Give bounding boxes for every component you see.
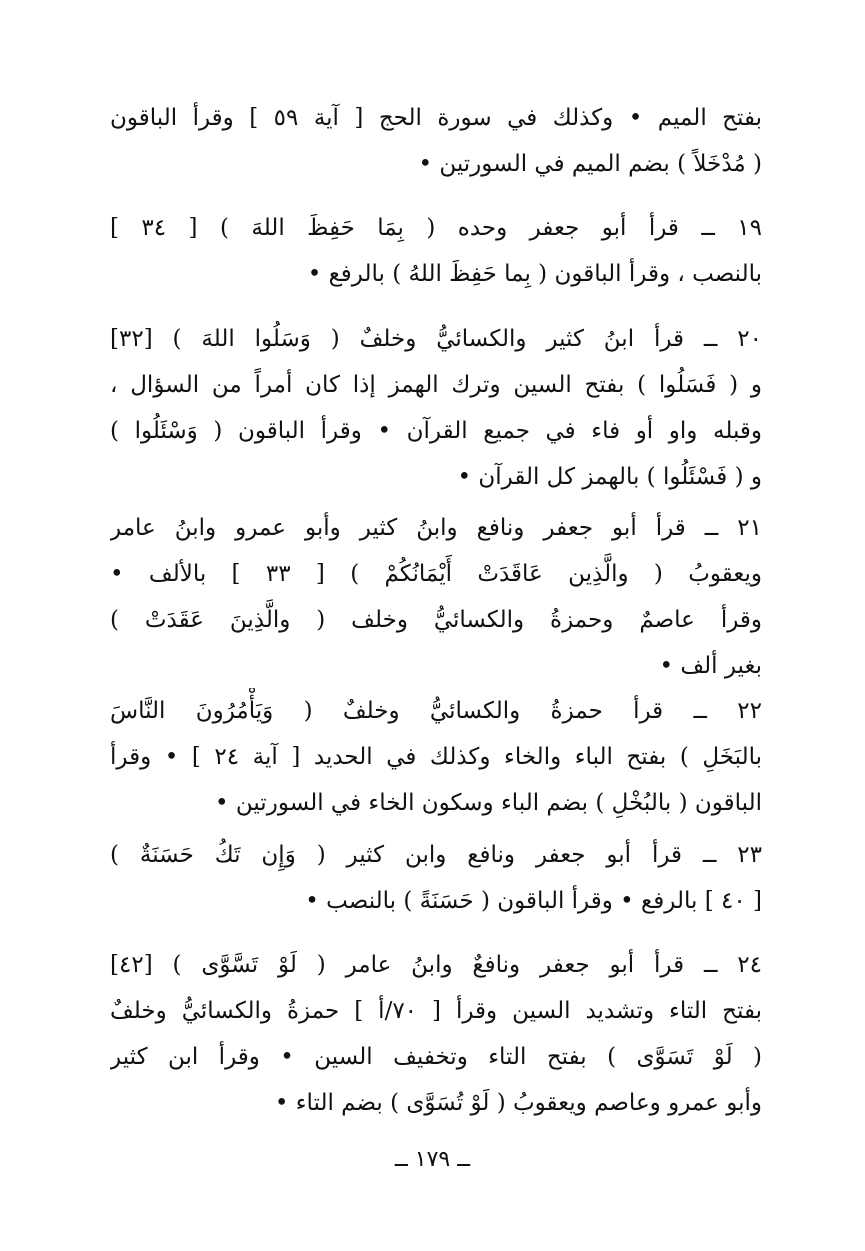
- page-number: ــ ١٧٩ ــ: [394, 1147, 471, 1172]
- paragraph-21: [110, 505, 762, 689]
- text-line: ٢٢ ــ قرأ حمزةُ والكسائيُّ وخلفٌ ( وَيَأْمُرُونَ النَّاسَ: [110, 698, 762, 724]
- text-line: بالبَخَلِ ) بفتح الباء والخاء وكذلك في الحديد [ آية ٢٤ ] • وقرأ: [110, 744, 762, 770]
- paragraph-24: [110, 942, 762, 1126]
- paragraph-19: [110, 205, 762, 297]
- text-line: و ( فَسْئَلُوا ) بالهمز كل القرآن •: [457, 464, 762, 490]
- text-line: [ ٤٠ ] بالرفع • وقرأ الباقون ( حَسَنَةً ) بالنصب •: [305, 888, 762, 914]
- text-line: ٢٣ ــ قرأ أبو جعفر ونافع وابن كثير ( وَإِن تَكُ حَسَنَةٌ ): [110, 842, 762, 868]
- paragraph-20: [110, 316, 762, 500]
- text-line: و ( فَسَلُوا ) بفتح السين وترك الهمز إذا كان أمراً من السؤال ،: [110, 372, 762, 398]
- text-line: ١٩ ــ قرأ أبو جعفر وحده ( بِمَا حَفِظَ اللهَ ) [ ٣٤ ]: [110, 215, 762, 241]
- text-line: ويعقوبُ ( والَّذِين عَاقَدَتْ أَيْمَانُكُمْ ) [ ٣٣ ] بالألف •: [110, 561, 762, 587]
- paragraph-23: [110, 832, 762, 924]
- text-line: بغير ألف •: [659, 653, 762, 679]
- text-line: ( مُدْخَلاً ) بضم الميم في السورتين •: [418, 151, 762, 177]
- text-line: بالنصب ، وقرأ الباقون ( بِما حَفِظَ اللهُ ) بالرفع •: [307, 261, 762, 287]
- paragraph-22: [110, 688, 762, 826]
- text-line: الباقون ( بالبُخْلِ ) بضم الباء وسكون الخاء في السورتين •: [214, 790, 762, 816]
- text-line: وقبله واو أو فاء في جميع القرآن • وقرأ الباقون ( وَسْئَلُوا ): [110, 418, 762, 444]
- text-line: ٢٤ ــ قرأ أبو جعفر ونافعٌ وابنُ عامر ( لَوْ تَسَّوَّى ) [٤٢]: [110, 952, 762, 978]
- text-line: وقرأ عاصمٌ وحمزةُ والكسائيُّ وخلف ( والَّذِينَ عَقَدَتْ ): [110, 607, 762, 633]
- paragraph-intro: [110, 95, 762, 187]
- text-line: ٢٠ ــ قرأ ابنُ كثير والكسائيُّ وخلفٌ ( وَسَلُوا اللهَ ) [٣٢]: [110, 326, 762, 352]
- text-line: بفتح الميم • وكذلك في سورة الحج [ آية ٥٩ ] وقرأ الباقون: [110, 105, 762, 131]
- text-line: ( لَوْ تَسَوَّى ) بفتح التاء وتخفيف السين • وقرأ ابن كثير: [110, 1044, 762, 1070]
- text-line: وأبو عمرو وعاصم ويعقوبُ ( لَوْ تُسَوَّى ) بضم التاء •: [274, 1090, 762, 1116]
- text-line: ٢١ ــ قرأ أبو جعفر ونافع وابنُ كثير وأبو عمرو وابنُ عامر: [110, 515, 762, 541]
- text-line: بفتح التاء وتشديد السين وقرأ [ ٧٠/أ ] حمزةُ والكسائيُّ وخلفٌ: [110, 998, 762, 1024]
